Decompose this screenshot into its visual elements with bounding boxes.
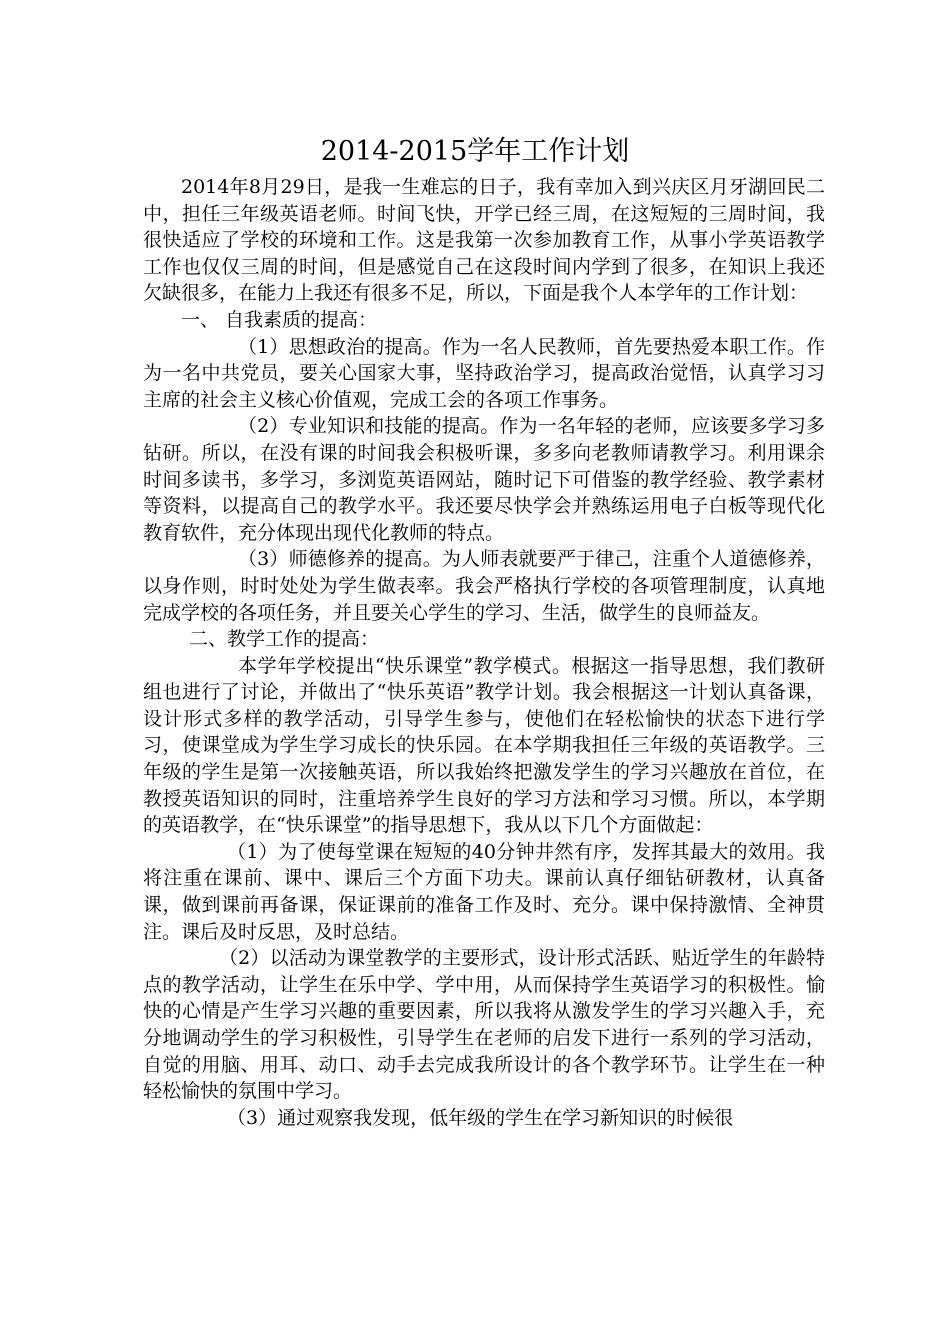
document-title: 2014-2015学年工作计划	[320, 136, 630, 167]
section-2-intro: 本学年学校提出“快乐课堂”教学模式。根据这一指导思想，我们教研组也进行了讨论，并做出了“快乐英语”教学计划。我会根据这一计划认真备课，设计形式多样的教学活动，引导学生参与，使他们在轻松愉快的状态下进行学习，使课堂成为学生学习成长的快乐园。在本学期我担任三年级的英语教学。三年级的学生是第一次接触英语，所以我始终把激发学生的学习兴趣放在首位，在教授英语知识的同时，注重培养学生良好的学习方法和学习习惯。所以，本学期的英语教学，在“快乐课堂”的指导思想下，我从以下几个方面做起：	[143, 654, 825, 837]
section-2-item-2: （2）以活动为课堂教学的主要形式，设计形式活跃、贴近学生的年龄特点的教学活动，让学生在乐中学、学中用，从而保持学生英语学习的积极性。愉快的心情是产生学习兴趣的重要因素，所以我将从激发学生的学习兴趣入手，充分地调动学生的学习积极性，引导学生在老师的启发下进行一系列的学习活动，自觉的用脑、用耳、动口、动手去完成我所设计的各个教学环节。让学生在一种轻松愉快的氛围中学习。	[143, 947, 825, 1103]
section-1-item-2: （2）专业知识和技能的提高。作为一名年轻的老师，应该要多学习多钻研。所以，在没有课的时间我会积极听课，多多向老教师请教学习。利用课余时间多读书，多学习，多浏览英语网站，随时记下可借鉴的教学经验、教学素材等资料，以提高自己的教学水平。我还要尽快学会并熟练运用电子白板等现代化教育软件，充分体现出现代化教师的特点。	[143, 415, 825, 544]
section-1-item-1: （1）思想政治的提高。作为一名人民教师，首先要热爱本职工作。作为一名中共党员，要关心国家大事，坚持政治学习，提高政治觉悟，认真学习习主席的社会主义核心价值观，完成工会的各项工作事务。	[143, 335, 825, 411]
section-1-item-3: （3）师德修养的提高。为人师表就要严于律己，注重个人道德修养，以身作则，时时处处为学生做表率。我会严格执行学校的各项管理制度，认真地完成学校的各项任务，并且要关心学生的学习、生活，做学生的良师益友。	[143, 548, 825, 624]
section-2-heading: 二、教学工作的提高：	[189, 628, 380, 651]
section-2-item-3: （3）通过观察我发现，低年级的学生在学习新知识的时候很	[227, 1106, 734, 1129]
intro-paragraph: 2014年8月29日，是我一生难忘的日子，我有幸加入到兴庆区月牙湖回民二中，担任三年级英语老师。时间飞快，开学已经三周，在这短短的三周时间，我很快适应了学校的环境和工作。这是我第一次参加教育工作，从事小学英语教学工作也仅仅三周的时间，但是感觉自己在这段时间内学到了很多，在知识上我还欠缺很多，在能力上我还有很多不足，所以，下面是我个人本学年的工作计划：	[143, 176, 825, 305]
section-1-heading: 一、 自我素质的提高：	[181, 308, 378, 331]
section-2-item-1: （1）为了使每堂课在短短的40分钟井然有序，发挥其最大的效用。我将注重在课前、课中、课后三个方面下功夫。课前认真仔细钻研教材，认真备课，做到课前再备课，保证课前的准备工作及时、充分。课中保持激情、全神贯注。课后及时反思，及时总结。	[143, 840, 825, 943]
document-body	[143, 174, 825, 1131]
